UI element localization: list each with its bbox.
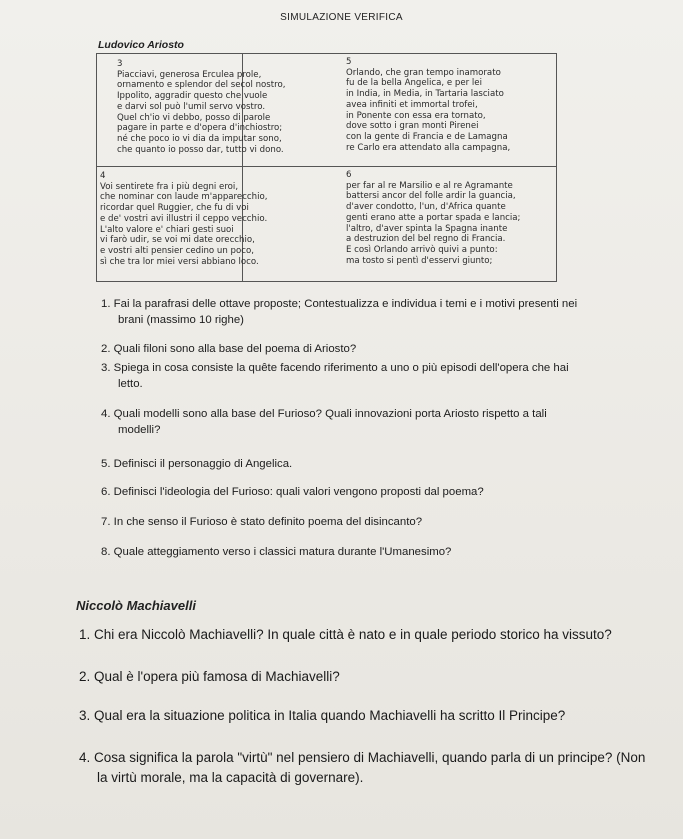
- stanza-line: ornamento e splendor del secol nostro,: [117, 80, 286, 91]
- question-text-continued: la virtù morale, ma la capacità di governare).: [97, 770, 364, 785]
- stanza-line: con la gente di Francia e de Lamagna: [346, 131, 508, 142]
- stanza-line: Voi sentirete fra i più degni eroi,: [100, 181, 239, 192]
- machiavelli-question-2: [79, 667, 340, 687]
- stanza-line: e vostri alti pensier cedino un poco,: [100, 245, 254, 256]
- question-text: 4. Cosa significa la parola "virtù" nel pensiero di Machiavelli, quando parla di un principe? (Non: [79, 750, 646, 765]
- stanza-line: E così Orlando arrivò quivi a punto:: [346, 244, 498, 255]
- ariosto-question-5: [101, 456, 292, 472]
- machiavelli-section-title: Niccolò Machiavelli: [76, 598, 196, 613]
- question-text: 3. Qual era la situazione politica in Italia quando Machiavelli ha scritto Il Principe?: [79, 708, 566, 723]
- stanza-line: Piacciavi, generosa Erculea prole,: [117, 69, 262, 80]
- ariosto-question-7: [101, 514, 422, 530]
- question-text: 1. Fai la parafrasi delle ottave proposte; Contestualizza e individua i temi e i motivi presenti nei: [101, 298, 578, 310]
- stanza-line: che nominar con laude m'apparecchio,: [100, 192, 268, 203]
- stanza-number: 6: [346, 170, 352, 180]
- stanza-line: l'altro, d'aver spinta la Spagna inante: [346, 223, 508, 234]
- stanza-line: L'alto valore e' chiari gesti suoi: [100, 224, 234, 235]
- stanza-number: 5: [346, 57, 352, 67]
- machiavelli-question-3: [79, 706, 565, 726]
- question-text: 5. Definisci il personaggio di Angelica.: [101, 458, 293, 470]
- stanza-line: né che poco io vi dia da imputar sono,: [117, 133, 282, 144]
- stanza-number: 3: [117, 59, 123, 69]
- ariosto-question-6: [101, 484, 484, 500]
- stanza-line: pagare in parte e d'opera d'inchiostro;: [117, 123, 283, 134]
- stanza-line: fu de la bella Angelica, e per lei: [346, 78, 482, 89]
- stanza-line: battersi ancor del folle ardir la guancia,: [346, 191, 516, 202]
- stanza-number: 4: [100, 171, 106, 181]
- stanza-line: che quanto io posso dar, tutto vi dono.: [117, 144, 284, 155]
- stanza-line: Ippolito, aggradir questo che vuole: [117, 91, 268, 102]
- machiavelli-question-1: [79, 625, 612, 645]
- question-text: 7. In che senso il Furioso è stato definito poema del disincanto?: [101, 516, 423, 528]
- machiavelli-question-4: [79, 748, 645, 788]
- stanza-line: per far al re Marsilio e al re Agramante: [346, 180, 513, 191]
- question-text: 4. Quali modelli sono alla base del Furioso? Quali innovazioni porta Ariosto rispetto a tali: [101, 408, 547, 420]
- question-text-continued: letto.: [118, 378, 143, 390]
- question-text: 2. Quali filoni sono alla base del poema di Ariosto?: [101, 343, 357, 355]
- stanza-line: ricordar quel Ruggier, che fu di voi: [100, 203, 249, 214]
- ariosto-question-8: [101, 544, 451, 560]
- page-header: SIMULAZIONE VERIFICA: [280, 12, 403, 23]
- ariosto-question-3: [101, 360, 569, 392]
- question-text: 8. Quale atteggiamento verso i classici matura durante l'Umanesimo?: [101, 546, 452, 558]
- question-text-continued: brani (massimo 10 righe): [118, 314, 244, 326]
- stanza-line: d'aver condotto, l'un, d'Africa quante: [346, 202, 506, 213]
- question-text: 2. Qual è l'opera più famosa di Machiavelli?: [79, 669, 340, 684]
- stanza-4: [100, 171, 267, 267]
- stanza-line: vi farò udir, se voi mi date orecchio,: [100, 235, 255, 246]
- stanza-6: [346, 170, 520, 266]
- ariosto-question-4: [101, 406, 547, 438]
- stanza-line: ma tosto si pentì d'esservi giunto;: [346, 255, 493, 266]
- question-text: 6. Definisci l'ideologia del Furioso: quali valori vengono proposti dal poema?: [101, 486, 484, 498]
- stanza-line: in India, in Media, in Tartaria lasciato: [346, 89, 504, 100]
- stanza-line: genti erano atte a portar spada e lancia;: [346, 212, 521, 223]
- stanza-line: a destruzion del bel regno di Francia.: [346, 234, 506, 245]
- stanza-line: re Carlo era attendato alla campagna,: [346, 142, 511, 153]
- stanza-line: dove sotto i gran monti Pirenei: [346, 121, 479, 132]
- stanza-line: Quel ch'io vi debbo, posso di parole: [117, 112, 271, 123]
- stanza-line: avea infiniti et immortal trofei,: [346, 99, 478, 110]
- poem-table-divider-horizontal: [96, 166, 557, 167]
- ariosto-question-1: [101, 296, 577, 328]
- stanza-3: [117, 59, 285, 155]
- stanza-line: Orlando, che gran tempo inamorato: [346, 67, 501, 78]
- stanza-line: e de' vostri avi illustri il ceppo vecchio.: [100, 213, 268, 224]
- question-text-continued: modelli?: [118, 424, 161, 436]
- question-text: 1. Chi era Niccolò Machiavelli? In quale città è nato e in quale periodo storico ha vissuto?: [79, 627, 612, 642]
- question-text: 3. Spiega in cosa consiste la quête facendo riferimento a uno o più episodi dell'opera che hai: [101, 362, 569, 374]
- stanza-line: sì che tra lor miei versi abbiano loco.: [100, 256, 259, 267]
- stanza-line: e darvi sol può l'umil servo vostro.: [117, 101, 266, 112]
- stanza-5: [346, 57, 510, 153]
- stanza-line: in Ponente con essa era tornato,: [346, 110, 486, 121]
- ariosto-question-2: [101, 341, 356, 357]
- ariosto-section-title: Ludovico Ariosto: [98, 39, 184, 51]
